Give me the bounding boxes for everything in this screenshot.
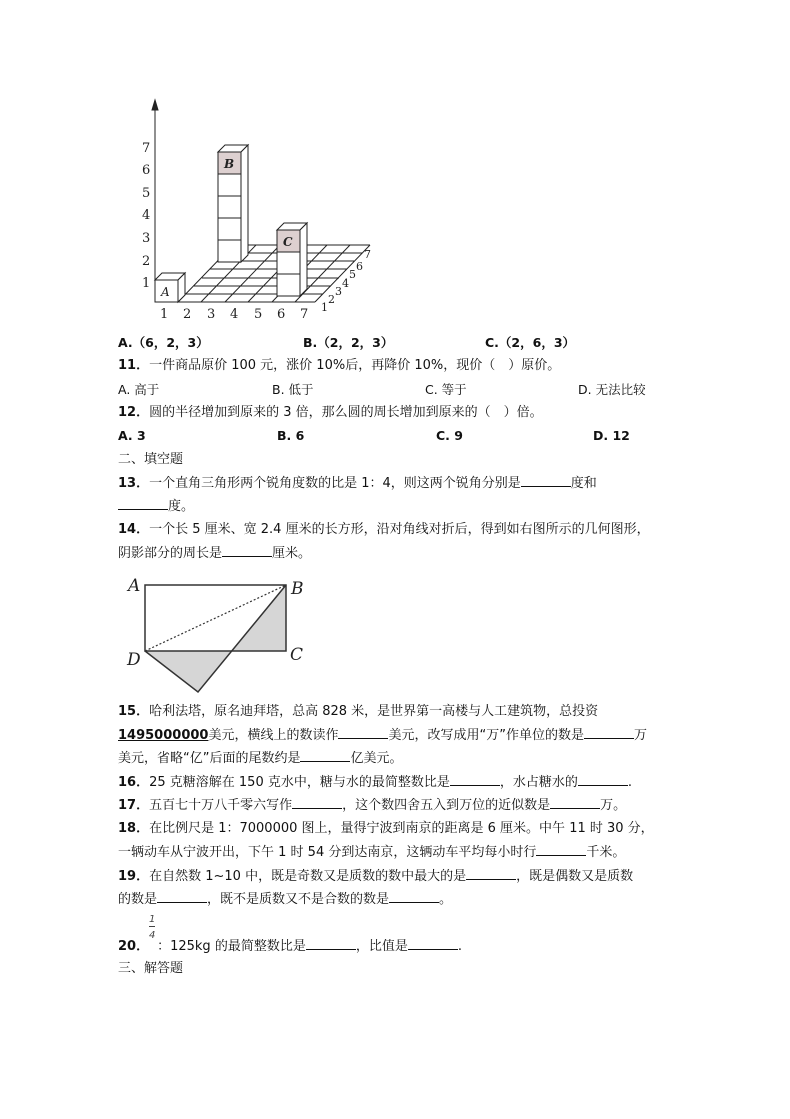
q-text: 25 克糖溶解在 150 克水中，糖与水的最简整数比是	[149, 775, 450, 790]
q-text: ，水占糖水的	[499, 775, 578, 790]
q12-option-c[interactable]: C. 9	[436, 428, 463, 443]
answer-blank[interactable]	[300, 749, 350, 762]
z-tick: 1	[321, 301, 328, 314]
q10-option-b[interactable]: B.（2，2，3）	[303, 335, 394, 350]
answer-blank[interactable]	[578, 773, 628, 786]
question-14-cont	[118, 544, 311, 563]
cube-label-b: B	[224, 157, 235, 171]
cube-label-a: A	[161, 285, 170, 299]
q-text: 在比例尺是 1：7000000 图上，量得宁波到南京的距离是 6 厘米。中午 11 时 30 分，	[149, 821, 654, 836]
question-19	[118, 867, 633, 886]
answer-blank[interactable]	[292, 796, 342, 809]
folded-rectangle-figure	[110, 570, 330, 700]
question-11	[118, 357, 560, 375]
x-tick: 5	[254, 307, 263, 322]
z-tick: 7	[364, 248, 371, 261]
q-text: .	[457, 939, 462, 954]
q-text: 。	[439, 892, 453, 907]
q-text: 一辆动车从宁波开出，下午 1 时 54 分到达南京，这辆动车平均每小时行	[118, 845, 537, 860]
shaded-region-left	[145, 651, 232, 692]
question-13-cont	[118, 497, 194, 516]
answer-blank[interactable]	[450, 773, 500, 786]
x-tick: 4	[230, 307, 239, 322]
q-text: 厘米。	[272, 546, 312, 561]
z-tick: 3	[335, 285, 342, 298]
q-text: 千米。	[586, 845, 626, 860]
answer-blank[interactable]	[389, 890, 439, 903]
question-15-cont2	[118, 749, 403, 768]
q-text: 美元，横线上的数读作	[208, 728, 339, 743]
answer-blank[interactable]	[466, 867, 516, 880]
question-18	[118, 820, 654, 838]
z-tick: 2	[328, 293, 335, 306]
y-tick: 4	[142, 208, 151, 223]
q-text: 一个长 5 厘米、宽 2.4 厘米的长方形，沿对角线对折后，得到如右图所示的几何图形，	[149, 522, 650, 537]
q-text: 五百七十万八千零六写作	[149, 798, 293, 813]
q-num: 17．	[118, 798, 150, 813]
q11-option-a[interactable]: A. 高于	[118, 382, 160, 397]
y-tick: 7	[142, 141, 151, 156]
question-19-cont	[118, 890, 452, 909]
fraction-numerator: 1	[149, 914, 156, 925]
q10-option-a[interactable]: A.（6，2，3）	[118, 335, 209, 350]
answer-blank[interactable]	[157, 890, 207, 903]
x-tick: 1	[160, 307, 169, 322]
q12-option-b[interactable]: B. 6	[277, 428, 305, 443]
q-num: 15．	[118, 704, 150, 719]
y-tick: 3	[142, 231, 151, 246]
q-text: 美元，省略“亿”后面的尾数约是	[118, 751, 301, 766]
answer-blank[interactable]	[306, 937, 356, 950]
cube-a	[155, 273, 185, 302]
q-text: 在自然数 1~10 中，既是奇数又是质数的数中最大的是	[149, 869, 467, 884]
answer-blank[interactable]	[118, 497, 168, 510]
x-tick: 2	[183, 307, 192, 322]
q-num: 14．	[118, 522, 150, 537]
q-text: 亿美元。	[350, 751, 403, 766]
q-text: 哈利法塔，原名迪拜塔，总高 828 米，是世界第一高楼与人工建筑物，总投资	[149, 704, 599, 719]
answer-blank[interactable]	[338, 726, 388, 739]
question-15-cont	[118, 726, 647, 745]
q-num: 12．	[118, 405, 150, 420]
question-16	[118, 773, 632, 792]
q-text: 度和	[570, 476, 597, 491]
fraction-denominator: 4	[149, 930, 156, 941]
y-tick: 5	[142, 186, 151, 201]
section-heading-fill-blank: 二、填空题	[118, 452, 184, 467]
y-tick: 6	[142, 163, 151, 178]
answer-blank[interactable]	[550, 796, 600, 809]
vertex-label-a: A	[128, 576, 141, 596]
q11-option-c[interactable]: C. 等于	[425, 382, 467, 397]
cube-label-c: C	[283, 235, 293, 249]
x-tick: 6	[277, 307, 286, 322]
q-text: .	[627, 775, 633, 790]
z-tick: 6	[356, 260, 363, 273]
answer-blank[interactable]	[584, 726, 634, 739]
q-text: ，比值是	[355, 939, 408, 954]
q12-option-d[interactable]: D. 12	[593, 428, 630, 443]
vertex-label-b: B	[291, 579, 304, 599]
z-tick: 4	[342, 277, 349, 290]
q11-option-b[interactable]: B. 低于	[272, 382, 314, 397]
q-text: ，既是偶数又是质数	[516, 869, 634, 884]
q-num: 13．	[118, 476, 150, 491]
y-axis-arrow	[152, 100, 158, 110]
y-tick: 1	[142, 276, 151, 291]
y-tick: 2	[142, 254, 151, 269]
q-text: 万。	[600, 798, 627, 813]
q-text: 一个直角三角形两个锐角度数的比是 1：4，则这两个锐角分别是	[149, 476, 521, 491]
q-text: ，这个数四舍五入到万位的近似数是	[342, 798, 551, 813]
q-text: 万	[633, 728, 647, 743]
q10-option-c[interactable]: C.（2，6，3）	[485, 335, 576, 350]
q-text: 圆的半径增加到原来的 3 倍，那么圆的周长增加到原来的（ ）倍。	[149, 405, 543, 420]
q11-option-d[interactable]: D. 无法比较	[578, 382, 646, 397]
section-heading-solve: 三、解答题	[118, 961, 184, 976]
question-20	[118, 937, 462, 956]
q-num: 18．	[118, 821, 150, 836]
q-text: 阴影部分的周长是	[118, 546, 223, 561]
question-17	[118, 796, 626, 815]
x-tick: 7	[300, 307, 309, 322]
q-num: 20．	[118, 939, 150, 954]
z-tick: 5	[349, 268, 356, 281]
vertex-label-d: D	[127, 650, 141, 670]
question-14	[118, 521, 650, 539]
q-text: 一件商品原价 100 元，涨价 10%后，再降价 10%，现价（ ）原价。	[149, 358, 561, 373]
answer-blank[interactable]	[521, 474, 571, 487]
q-num: 19．	[118, 869, 150, 884]
q-text: ，既不是质数又不是合数的数是	[207, 892, 390, 907]
cube-coordinate-figure	[0, 0, 400, 330]
q12-option-a[interactable]: A. 3	[118, 428, 146, 443]
vertex-label-c: C	[290, 645, 304, 665]
answer-blank[interactable]	[536, 843, 586, 856]
underlined-amount: 1495000000	[118, 728, 209, 743]
x-tick: 3	[207, 307, 216, 322]
q-text: 度。	[168, 499, 195, 514]
q-text: 美元，改写成用“万”作单位的数是	[388, 728, 584, 743]
question-12	[118, 404, 543, 422]
q-text: 的数是	[118, 892, 158, 907]
q-num: 11．	[118, 358, 150, 373]
q-text: ：125kg 的最简整数比是	[157, 939, 306, 954]
question-15	[118, 703, 598, 721]
answer-blank[interactable]	[408, 937, 458, 950]
question-13	[118, 474, 597, 493]
q-num: 16．	[118, 775, 150, 790]
question-18-cont	[118, 843, 625, 862]
column-c	[277, 223, 307, 296]
answer-blank[interactable]	[222, 544, 272, 557]
